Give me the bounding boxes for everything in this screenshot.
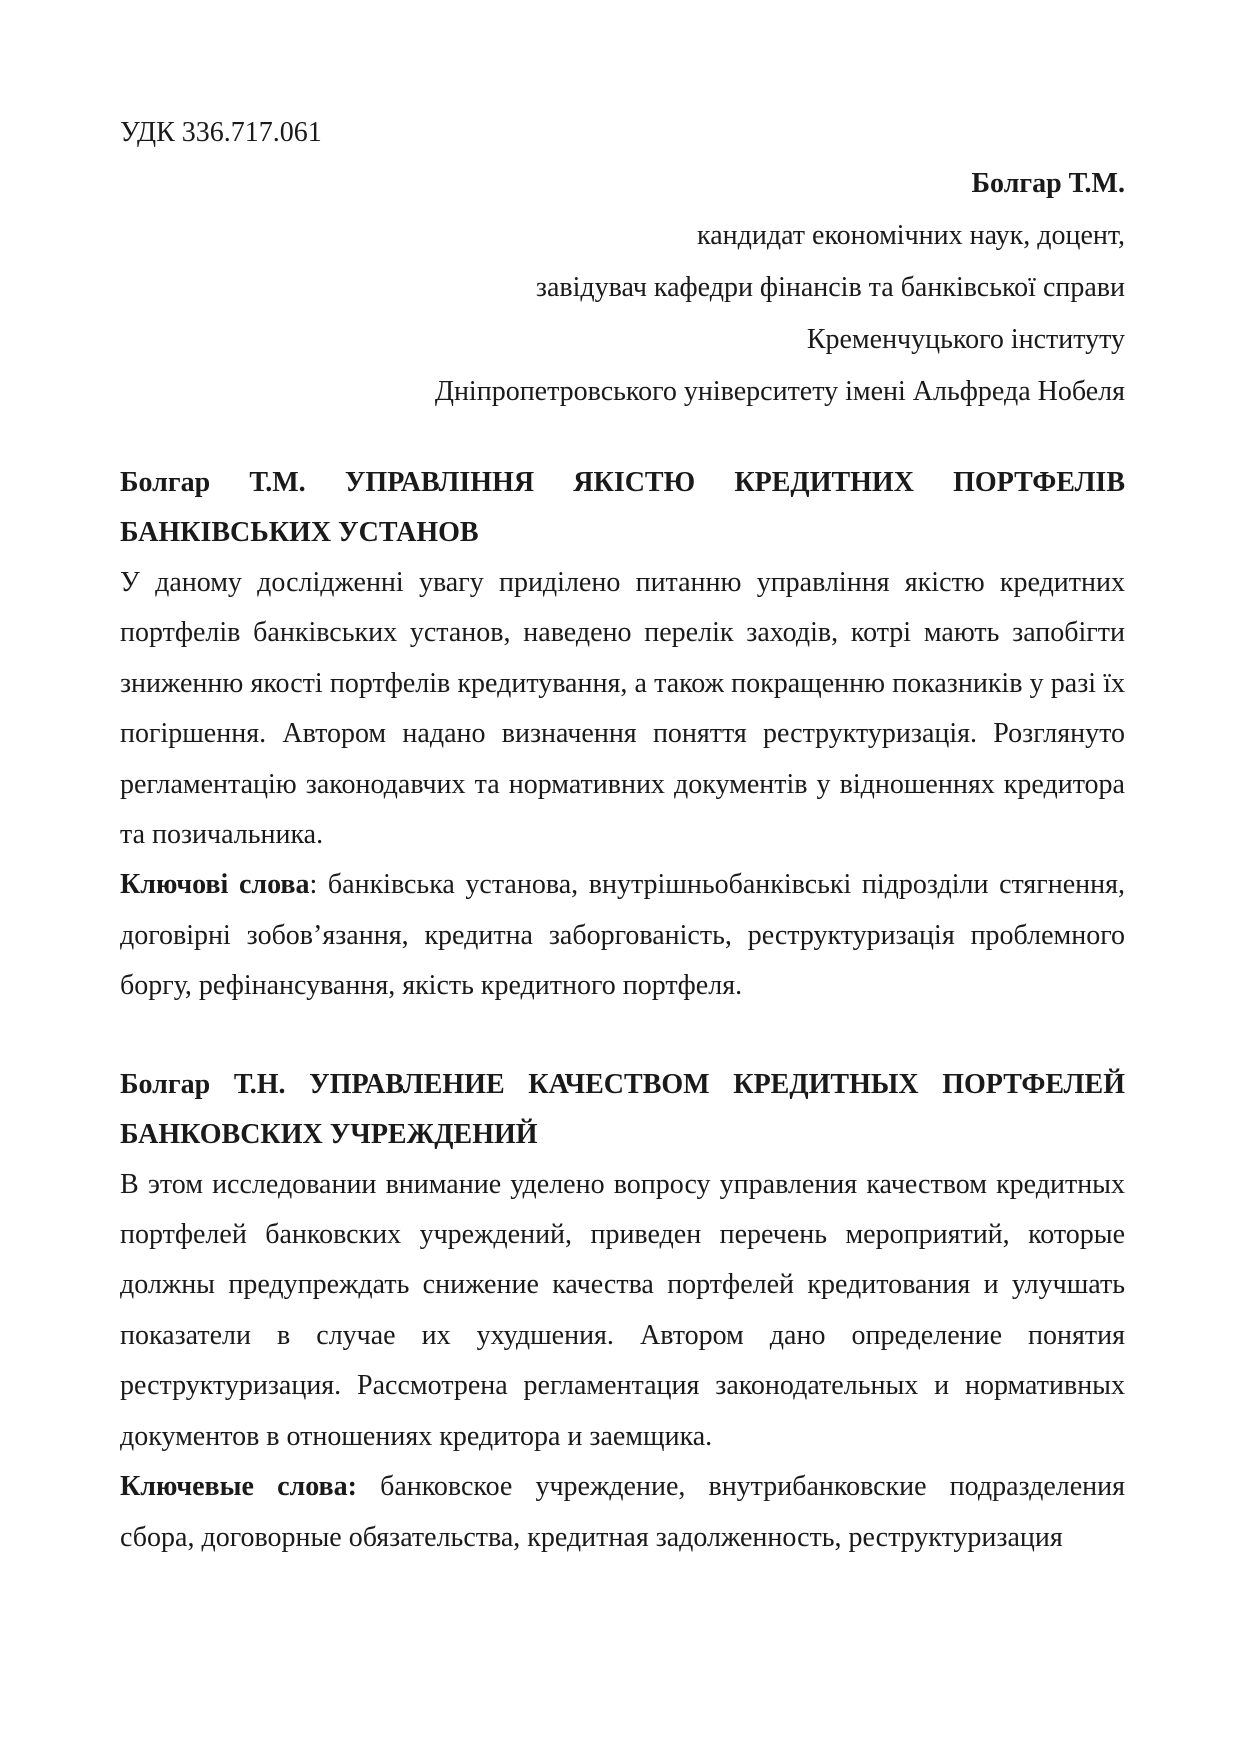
article-heading-uk: Болгар Т.М. УПРАВЛІННЯ ЯКІСТЮ КРЕДИТНИХ ПОРТФЕЛІВ БАНКІВСЬКИХ УСТАНОВ	[120, 467, 1125, 548]
author-position: завідувач кафедри фінансів та банківської справи	[535, 272, 1125, 303]
author-name: Болгар Т.М.	[971, 168, 1125, 199]
abstract-section-ru	[120, 1060, 1125, 1563]
keywords-label-ru: Ключевые слова:	[120, 1471, 357, 1503]
abstract-section-uk	[120, 458, 1125, 1012]
author-block	[120, 158, 1125, 418]
author-university: Дніпропетровського університету імені Альфреда Нобеля	[434, 376, 1125, 407]
keywords-uk	[120, 860, 1125, 1011]
article-heading-ru: Болгар Т.Н. УПРАВЛЕНИЕ КАЧЕСТВОМ КРЕДИТНЫХ ПОРТФЕЛЕЙ БАНКОВСКИХ УЧРЕЖДЕНИЙ	[120, 1068, 1125, 1150]
keywords-label-uk: Ключові слова	[120, 869, 310, 901]
abstract-text-ru: В этом исследовании внимание уделено вопросу управления качеством кредитных портфелей банковских учреждений, приведен перечень мероприятий, которые должны предупреждать снижение качества портфелей кредитования и улучшать показатели в случае их ухудшения. Автором дано определение понятия реструктуризация. Рассмотрена регламентация законодательных и нормативных документов в отношениях кредитора и заемщика.	[120, 1168, 1125, 1452]
keywords-text-ru: банковское учреждение, внутрибанковские подразделения сбора, договорные обязательства, кредитная задолженность, реструктуризация	[120, 1471, 1126, 1553]
keywords-text-uk: : банківська установа, внутрішньобанківські підрозділи стягнення, договірні зобов’язання, кредитна заборгованість, реструктуризація проблемного боргу, рефінансування, якість кредитного портфеля.	[120, 869, 1125, 1002]
author-degree: кандидат економічних наук, доцент,	[697, 220, 1125, 251]
author-institute: Кременчуцького інституту	[806, 324, 1125, 355]
keywords-ru	[120, 1462, 1125, 1563]
document-page	[120, 108, 1125, 1563]
udc-code: УДК 336.717.061	[120, 117, 322, 148]
abstract-text-uk: У даному дослідженні увагу приділено питанню управління якістю кредитних портфелів банківських установ, наведено перелік заходів, котрі мають запобігти зниженню якості портфелів кредитування, а також покращенню показників у разі їх погіршення. Автором надано визначення поняття реструктуризація. Розглянуто регламентацію законодавчих та нормативних документів у відношеннях кредитора та позичальника.	[120, 567, 1125, 851]
